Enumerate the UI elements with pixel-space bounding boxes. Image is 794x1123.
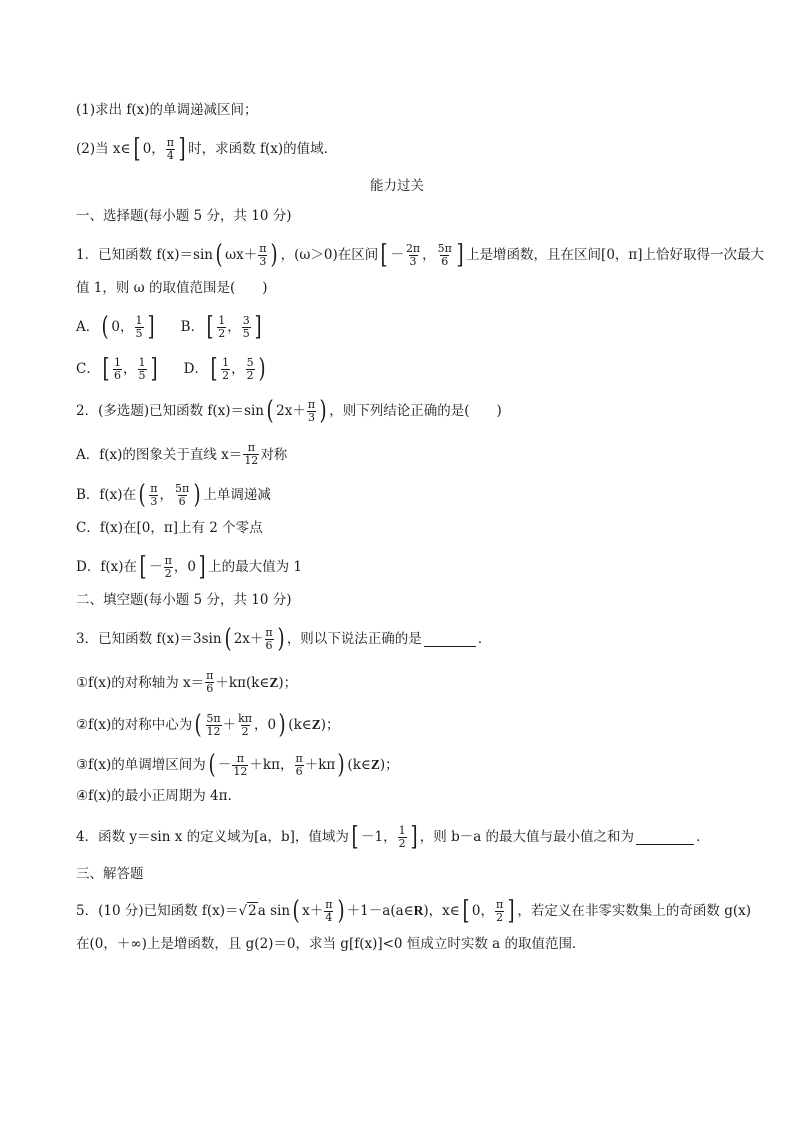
fraction bbox=[398, 825, 407, 850]
den: 6 bbox=[178, 494, 186, 508]
den: 2 bbox=[218, 326, 226, 340]
bracket: ( bbox=[138, 480, 146, 510]
text: 在(0，＋∞)上是增函数，且 g(2)＝0，求当 g[f(x)]<0 恒成立时实数 a 的取值范围． bbox=[76, 936, 586, 952]
text: 2x＋ bbox=[233, 631, 264, 647]
text: ＋kπ， bbox=[249, 757, 294, 773]
text: 上的最大值为 1 bbox=[208, 559, 302, 575]
text: ＋1－a(a∈ bbox=[346, 903, 414, 919]
num: 1 bbox=[398, 823, 406, 837]
den: 2 bbox=[164, 566, 172, 580]
question-1-options-cd bbox=[76, 356, 268, 382]
bracket: ] bbox=[198, 552, 206, 582]
den: 6 bbox=[441, 254, 449, 268]
bracket: ( bbox=[224, 624, 232, 654]
num: 3 bbox=[242, 313, 250, 327]
text: 2x＋ bbox=[276, 403, 306, 419]
den: 6 bbox=[206, 682, 214, 695]
section-heading-fill-text: 二、填空题(每小题 5 分，共 10 分) bbox=[76, 592, 292, 608]
den: 3 bbox=[259, 254, 267, 268]
text: 4．函数 y＝sin x 的定义域为[a，b]，值域为 bbox=[76, 829, 349, 845]
bracket: ) bbox=[193, 480, 201, 510]
text: ＋kπ bbox=[304, 757, 336, 773]
prev-question-part1-text: (1)求出 f(x)的单调递减区间； bbox=[76, 102, 258, 118]
fraction bbox=[294, 753, 303, 778]
text: ，则 b－a 的最大值与最小值之和为 bbox=[419, 829, 635, 845]
text: ，(ω＞0)在区间 bbox=[280, 247, 379, 263]
den: 6 bbox=[114, 368, 121, 382]
bracket: ] bbox=[410, 822, 418, 852]
text: ④f(x)的最小正周期为 4π. bbox=[76, 788, 232, 804]
den: 3 bbox=[409, 254, 417, 268]
text: 上是增函数，且在区间[0，π]上恰好取得一次最大 bbox=[466, 247, 765, 263]
option-d-label: D． bbox=[183, 361, 208, 377]
fraction bbox=[135, 315, 144, 340]
den: 2 bbox=[241, 724, 249, 738]
den: 6 bbox=[295, 764, 303, 778]
fraction bbox=[242, 315, 251, 340]
num: 5π bbox=[437, 241, 452, 255]
text: ②f(x)的对称中心为 bbox=[76, 717, 193, 733]
text: 0， bbox=[471, 903, 495, 919]
fraction bbox=[217, 315, 226, 340]
text: )； bbox=[278, 674, 298, 691]
text: D．f(x)在 bbox=[76, 559, 137, 575]
text: ， bbox=[123, 361, 137, 377]
bracket: ( bbox=[292, 896, 300, 926]
section-heading-answer-text: 三、解答题 bbox=[76, 866, 144, 882]
text: ①f(x)的对称轴为 x＝ bbox=[76, 674, 205, 691]
fraction bbox=[437, 243, 453, 268]
bracket: ( bbox=[215, 240, 223, 270]
text: (k∈ bbox=[347, 757, 371, 773]
num: π bbox=[295, 751, 303, 765]
section-title-text: 能力过关 bbox=[370, 178, 424, 194]
text: ，则下列结论正确的是( ) bbox=[329, 403, 502, 419]
fraction bbox=[221, 357, 230, 382]
den: 5 bbox=[242, 326, 250, 340]
bracket: ] bbox=[507, 896, 515, 926]
text: ， bbox=[227, 319, 241, 335]
text: 对称 bbox=[260, 446, 288, 463]
bracket: ] bbox=[150, 354, 158, 384]
text: 上单调递减 bbox=[203, 487, 271, 503]
bracket: ( bbox=[194, 710, 202, 740]
num: π bbox=[307, 397, 316, 411]
fraction bbox=[205, 713, 221, 738]
fraction bbox=[164, 555, 173, 580]
radicand: 2 bbox=[248, 903, 257, 919]
num: π bbox=[164, 553, 172, 567]
num: 1 bbox=[138, 355, 146, 369]
real-set-symbol: R bbox=[413, 903, 424, 918]
den: 2 bbox=[222, 368, 230, 382]
den: 4 bbox=[325, 910, 333, 924]
text: ＋kπ(k∈ bbox=[215, 674, 270, 691]
bracket: ] bbox=[456, 240, 464, 270]
text: － bbox=[217, 757, 232, 773]
question-2 bbox=[76, 398, 502, 424]
section-heading-answer bbox=[76, 864, 144, 884]
text: a sin bbox=[257, 903, 291, 919]
text: 3．已知函数 f(x)＝3sin bbox=[76, 631, 222, 647]
text: ωx＋ bbox=[225, 247, 258, 263]
text: 时，求函数 f(x)的值域． bbox=[188, 141, 338, 157]
question-3-statement-4 bbox=[76, 786, 232, 806]
text: C．f(x)在[0，π]上有 2 个零点 bbox=[76, 520, 263, 536]
bracket: [ bbox=[380, 240, 388, 270]
option-b-label: B． bbox=[180, 319, 205, 335]
question-1-line2 bbox=[76, 278, 268, 298]
fraction bbox=[324, 899, 333, 924]
text: 5．(10 分)已知函数 f(x)＝ bbox=[76, 903, 239, 919]
bracket: ] bbox=[254, 312, 262, 342]
text: ，0 bbox=[254, 717, 277, 733]
question-3 bbox=[76, 626, 491, 652]
bracket: ( bbox=[208, 750, 216, 780]
fraction bbox=[232, 753, 248, 778]
text: ＋ bbox=[222, 717, 237, 733]
fraction bbox=[495, 899, 504, 924]
text: 1．已知函数 f(x)＝sin bbox=[76, 247, 213, 263]
den: 12 bbox=[244, 454, 259, 467]
option-a-label: A． bbox=[76, 319, 100, 335]
fraction bbox=[264, 627, 273, 652]
question-2-option-c bbox=[76, 518, 263, 538]
fraction bbox=[237, 713, 253, 738]
num: 5π bbox=[206, 711, 221, 725]
question-2-option-d bbox=[76, 554, 302, 580]
text: 值 1，则 ω 的取值范围是( ) bbox=[76, 280, 268, 296]
text: ③f(x)的单调增区间为 bbox=[76, 757, 206, 773]
num: kπ bbox=[238, 711, 253, 725]
num: π bbox=[150, 481, 158, 495]
text: － bbox=[390, 247, 404, 263]
fraction bbox=[243, 442, 259, 467]
num: 2π bbox=[405, 241, 421, 255]
question-5-line1 bbox=[76, 898, 751, 924]
text: ，0 bbox=[173, 559, 196, 575]
den: 12 bbox=[206, 724, 221, 738]
num: 1 bbox=[135, 313, 143, 327]
fraction bbox=[307, 399, 316, 424]
den: 5 bbox=[138, 368, 146, 382]
bracket: ) bbox=[277, 624, 285, 654]
integer-set-symbol: Z bbox=[269, 674, 279, 690]
text: ， bbox=[159, 487, 173, 503]
section-title bbox=[0, 176, 794, 196]
text: ． bbox=[696, 829, 710, 845]
den: 2 bbox=[246, 368, 254, 382]
bracket: ( bbox=[101, 312, 109, 342]
bracket: ] bbox=[147, 312, 155, 342]
question-4 bbox=[76, 824, 710, 850]
den: 6 bbox=[265, 638, 273, 652]
bracket: ] bbox=[178, 134, 186, 164]
text: －1， bbox=[361, 829, 397, 845]
fraction bbox=[405, 243, 421, 268]
fraction bbox=[166, 137, 175, 162]
bracket: ) bbox=[278, 710, 286, 740]
bracket: [ bbox=[351, 822, 359, 852]
num: 5π bbox=[174, 481, 190, 495]
bracket: ) bbox=[337, 750, 345, 780]
den: 4 bbox=[166, 148, 174, 162]
text: 0， bbox=[111, 319, 134, 335]
fraction bbox=[205, 670, 214, 695]
question-3-statement-1 bbox=[76, 670, 297, 695]
answer-blank[interactable] bbox=[424, 632, 476, 647]
den: 2 bbox=[398, 836, 406, 850]
text: 0， bbox=[142, 141, 165, 157]
text: (k∈ bbox=[288, 717, 312, 733]
text: ． bbox=[477, 631, 492, 647]
num: π bbox=[206, 669, 214, 682]
fraction bbox=[149, 483, 158, 508]
num: π bbox=[247, 441, 255, 454]
section-heading-choice bbox=[76, 206, 291, 226]
text: ， bbox=[422, 247, 436, 263]
text: )； bbox=[320, 717, 340, 733]
text: )，x∈ bbox=[423, 903, 460, 919]
text: 2．(多选题)已知函数 f(x)＝sin bbox=[76, 403, 264, 419]
text: － bbox=[149, 559, 163, 575]
bracket: [ bbox=[462, 896, 470, 926]
bracket: ) bbox=[337, 896, 345, 926]
section-heading-choice-text: 一、选择题(每小题 5 分，共 10 分) bbox=[76, 208, 292, 224]
bracket: [ bbox=[102, 354, 110, 384]
den: 3 bbox=[307, 410, 315, 424]
fraction bbox=[246, 357, 255, 382]
option-c-label: C． bbox=[76, 361, 100, 377]
question-3-statement-3 bbox=[76, 752, 399, 778]
num: π bbox=[265, 625, 273, 639]
question-3-statement-2 bbox=[76, 712, 340, 738]
bracket: [ bbox=[133, 134, 141, 164]
integer-set-symbol: Z bbox=[370, 757, 380, 772]
num: π bbox=[325, 897, 333, 911]
num: π bbox=[236, 751, 245, 765]
text: )； bbox=[379, 757, 399, 773]
fraction bbox=[174, 483, 190, 508]
prev-question-part2 bbox=[76, 136, 337, 162]
num: 1 bbox=[114, 355, 121, 369]
num: 1 bbox=[218, 313, 226, 327]
integer-set-symbol: Z bbox=[311, 717, 321, 732]
num: π bbox=[166, 135, 175, 149]
answer-blank[interactable] bbox=[636, 830, 694, 845]
fraction bbox=[258, 243, 267, 268]
bracket: [ bbox=[139, 552, 147, 582]
bracket: [ bbox=[206, 312, 214, 342]
bracket: ) bbox=[319, 396, 327, 426]
den: 2 bbox=[496, 910, 504, 924]
question-1-options-ab bbox=[76, 314, 264, 340]
num: 1 bbox=[222, 355, 230, 369]
fraction bbox=[113, 357, 122, 382]
text: ，若定义在非零实数集上的奇函数 g(x) bbox=[517, 903, 751, 919]
den: 5 bbox=[135, 326, 143, 340]
text: B．f(x)在 bbox=[76, 487, 137, 503]
section-heading-fill bbox=[76, 590, 291, 610]
question-2-option-a bbox=[76, 442, 287, 467]
sqrt: √2 bbox=[238, 903, 257, 919]
den: 3 bbox=[150, 494, 158, 508]
bracket: ( bbox=[266, 396, 274, 426]
bracket: ) bbox=[271, 240, 279, 270]
fraction bbox=[138, 357, 147, 382]
text: A．f(x)的图象关于直线 x＝ bbox=[76, 446, 243, 463]
num: π bbox=[259, 241, 267, 255]
question-5-line2 bbox=[76, 934, 585, 954]
num: 5 bbox=[246, 355, 254, 369]
bracket: [ bbox=[210, 354, 218, 384]
question-2-option-b bbox=[76, 482, 271, 508]
bracket: ) bbox=[258, 354, 266, 384]
text: ，则以下说法正确的是 bbox=[286, 631, 422, 647]
text: x＋ bbox=[302, 903, 324, 919]
den: 12 bbox=[233, 764, 248, 778]
num: π bbox=[496, 897, 504, 911]
text: (2)当 x∈ bbox=[76, 141, 131, 157]
question-1-line1 bbox=[76, 242, 764, 268]
prev-question-part1 bbox=[76, 100, 258, 120]
text: ， bbox=[231, 361, 245, 377]
